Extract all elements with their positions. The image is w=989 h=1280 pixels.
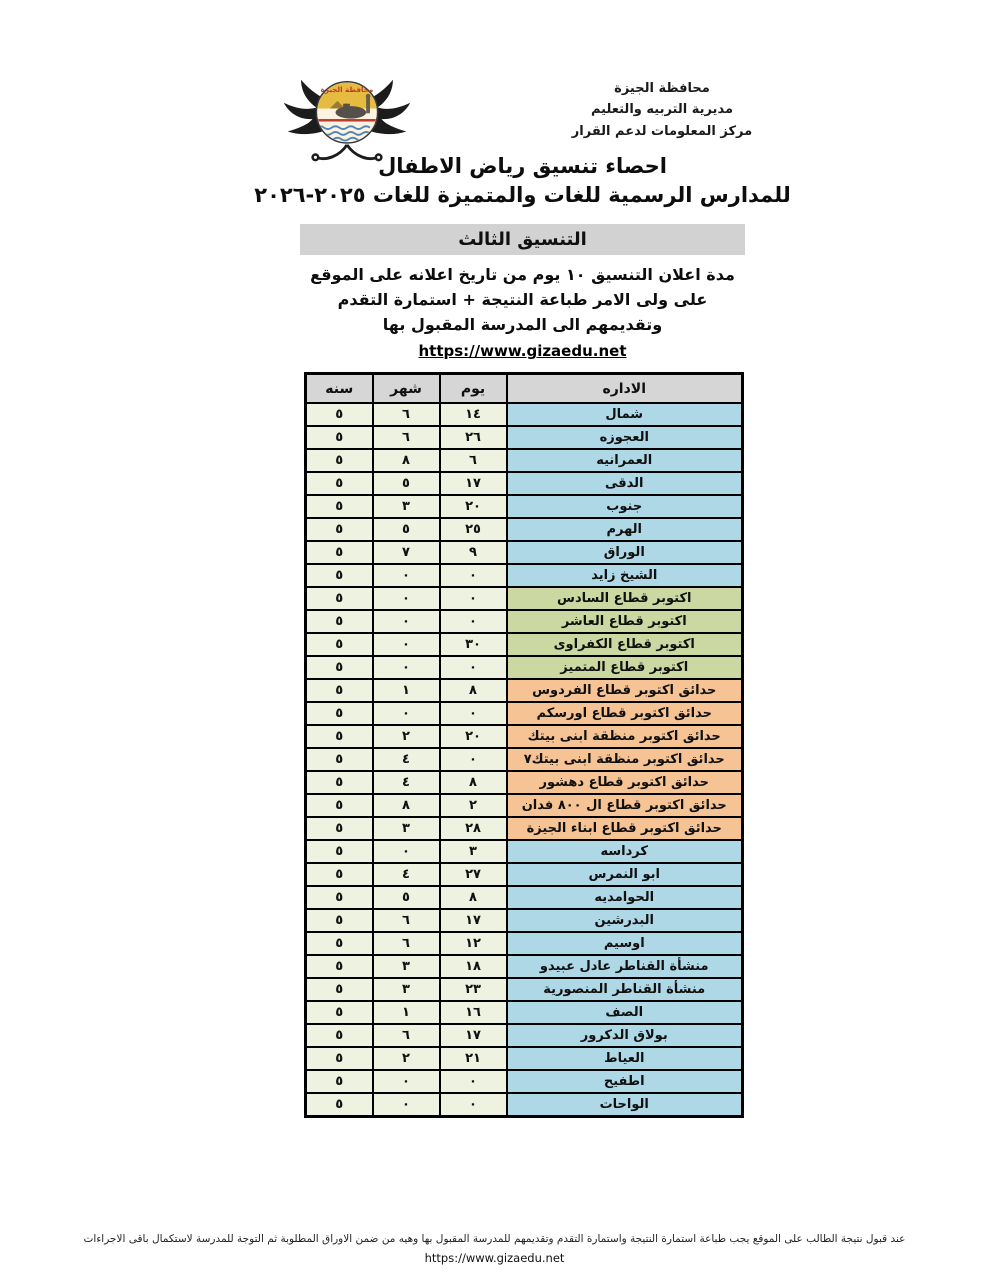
month-cell: ٢ <box>373 725 440 748</box>
day-cell: ٠ <box>440 587 507 610</box>
table-row <box>306 932 743 955</box>
table-row <box>306 564 743 587</box>
month-cell: ٤ <box>373 863 440 886</box>
admin-name-cell: البدرشين <box>507 909 743 932</box>
month-cell: ٠ <box>373 633 440 656</box>
admin-name-cell: اوسيم <box>507 932 743 955</box>
admin-name-cell: العمرانيه <box>507 449 743 472</box>
admin-name-cell: الحوامديه <box>507 886 743 909</box>
day-cell: ٢٠ <box>440 725 507 748</box>
admin-name-cell: حدائق اكتوبر منظقة ابنى بيتك٧ <box>507 748 743 771</box>
day-cell: ٠ <box>440 1093 507 1117</box>
month-cell: ٦ <box>373 932 440 955</box>
year-cell: ٥ <box>306 633 373 656</box>
instructions-block <box>250 263 795 364</box>
year-cell: ٥ <box>306 1047 373 1070</box>
admin-name-cell: حدائق اكتوبر قطاع دهشور <box>507 771 743 794</box>
month-cell: ٣ <box>373 955 440 978</box>
admin-name-cell: جنوب <box>507 495 743 518</box>
day-cell: ٠ <box>440 702 507 725</box>
table-row <box>306 840 743 863</box>
org-line-governorate: محافظة الجيزة <box>614 81 710 96</box>
admin-name-cell: العجوزه <box>507 426 743 449</box>
table-header-row <box>306 374 743 404</box>
day-cell: ١٢ <box>440 932 507 955</box>
month-cell: ٠ <box>373 587 440 610</box>
page-title-line1: احصاء تنسيق رياض الاطفال <box>378 154 667 178</box>
col-header-month: شهر <box>373 374 440 404</box>
day-cell: ١٦ <box>440 1001 507 1024</box>
admin-name-cell: اكتوبر قطاع السادس <box>507 587 743 610</box>
admin-name-cell: الدقى <box>507 472 743 495</box>
org-header <box>553 78 771 142</box>
month-cell: ٣ <box>373 817 440 840</box>
admin-name-cell: اكتوبر قطاع المتميز <box>507 656 743 679</box>
year-cell: ٥ <box>306 403 373 426</box>
year-cell: ٥ <box>306 932 373 955</box>
page-title <box>230 152 815 210</box>
admin-name-cell: منشأة القناطر عادل عبيدو <box>507 955 743 978</box>
day-cell: ١٧ <box>440 909 507 932</box>
table-row <box>306 1070 743 1093</box>
year-cell: ٥ <box>306 495 373 518</box>
day-cell: ٢١ <box>440 1047 507 1070</box>
month-cell: ٠ <box>373 656 440 679</box>
month-cell: ٦ <box>373 1024 440 1047</box>
year-cell: ٥ <box>306 886 373 909</box>
month-cell: ٠ <box>373 1070 440 1093</box>
instruction-line1: مدة اعلان التنسيق ١٠ يوم من تاريخ اعلانه على الموقع <box>310 265 735 284</box>
admin-name-cell: الشيخ زايد <box>507 564 743 587</box>
day-cell: ٢٥ <box>440 518 507 541</box>
year-cell: ٥ <box>306 587 373 610</box>
year-cell: ٥ <box>306 702 373 725</box>
admin-name-cell: حدائق اكتوبر قطاع اورسكم <box>507 702 743 725</box>
month-cell: ٠ <box>373 610 440 633</box>
year-cell: ٥ <box>306 449 373 472</box>
page-title-line2: للمدارس الرسمية للغات والمتميزة للغات ٢٠٢٥-٢٠٢٦ <box>254 182 791 207</box>
table-row <box>306 863 743 886</box>
org-line-directorate: مديرية التربيه والتعليم <box>590 102 734 118</box>
day-cell: ٢ <box>440 794 507 817</box>
admin-name-cell: الوراق <box>507 541 743 564</box>
month-cell: ٠ <box>373 1093 440 1117</box>
month-cell: ٧ <box>373 541 440 564</box>
day-cell: ٠ <box>440 656 507 679</box>
year-cell: ٥ <box>306 1024 373 1047</box>
month-cell: ٠ <box>373 564 440 587</box>
table-row <box>306 794 743 817</box>
admin-name-cell: حدائق اكتوبر منظقة ابنى بيتك <box>507 725 743 748</box>
table-row <box>306 817 743 840</box>
month-cell: ١ <box>373 1001 440 1024</box>
admin-name-cell: شمال <box>507 403 743 426</box>
month-cell: ٠ <box>373 840 440 863</box>
month-cell: ٨ <box>373 794 440 817</box>
footer-gizaedu-link[interactable]: https://www.gizaedu.net <box>424 1250 565 1265</box>
table-row <box>306 679 743 702</box>
admin-name-cell: حدائق اكتوبر قطاع ابناء الجيزة <box>507 817 743 840</box>
year-cell: ٥ <box>306 817 373 840</box>
month-cell: ٨ <box>373 449 440 472</box>
day-cell: ٦ <box>440 449 507 472</box>
admin-name-cell: العياط <box>507 1047 743 1070</box>
year-cell: ٥ <box>306 794 373 817</box>
day-cell: ٢٧ <box>440 863 507 886</box>
day-cell: ٢٦ <box>440 426 507 449</box>
day-cell: ٩ <box>440 541 507 564</box>
coordination-round-banner <box>300 224 745 255</box>
year-cell: ٥ <box>306 1001 373 1024</box>
table-row <box>306 909 743 932</box>
footer <box>0 1231 989 1268</box>
admin-name-cell: اكتوبر قطاع العاشر <box>507 610 743 633</box>
day-cell: ٠ <box>440 748 507 771</box>
day-cell: ٨ <box>440 886 507 909</box>
day-cell: ٢٣ <box>440 978 507 1001</box>
day-cell: ٠ <box>440 1070 507 1093</box>
banner-label: التنسيق الثالث <box>458 229 587 250</box>
month-cell: ٥ <box>373 886 440 909</box>
day-cell: ١٤ <box>440 403 507 426</box>
table-row <box>306 633 743 656</box>
admin-name-cell: الصف <box>507 1001 743 1024</box>
admin-name-cell: اكتوبر قطاع الكفراوى <box>507 633 743 656</box>
month-cell: ٣ <box>373 495 440 518</box>
table-row <box>306 725 743 748</box>
month-cell: ٤ <box>373 748 440 771</box>
month-cell: ٢ <box>373 1047 440 1070</box>
day-cell: ٣ <box>440 840 507 863</box>
admin-name-cell: كرداسه <box>507 840 743 863</box>
coordination-table <box>304 372 744 1118</box>
day-cell: ٢٠ <box>440 495 507 518</box>
year-cell: ٥ <box>306 610 373 633</box>
year-cell: ٥ <box>306 955 373 978</box>
day-cell: ٨ <box>440 771 507 794</box>
table-row <box>306 587 743 610</box>
gizaedu-link[interactable]: https://www.gizaedu.net <box>418 342 627 361</box>
admin-name-cell: الهرم <box>507 518 743 541</box>
admin-name-cell: منشأة القناطر المنصورية <box>507 978 743 1001</box>
table-row <box>306 518 743 541</box>
table-row <box>306 748 743 771</box>
day-cell: ٨ <box>440 679 507 702</box>
table-row <box>306 426 743 449</box>
year-cell: ٥ <box>306 564 373 587</box>
year-cell: ٥ <box>306 518 373 541</box>
table-row <box>306 449 743 472</box>
year-cell: ٥ <box>306 541 373 564</box>
admin-name-cell: ابو النمرس <box>507 863 743 886</box>
table-row <box>306 1024 743 1047</box>
org-line-info-center: مركز المعلومات لدعم القرار <box>571 123 753 139</box>
year-cell: ٥ <box>306 978 373 1001</box>
table-row <box>306 495 743 518</box>
day-cell: ٢٨ <box>440 817 507 840</box>
day-cell: ٠ <box>440 564 507 587</box>
admin-table-body <box>306 403 743 1117</box>
table-row <box>306 771 743 794</box>
month-cell: ٥ <box>373 472 440 495</box>
table-row <box>306 978 743 1001</box>
table-row <box>306 1001 743 1024</box>
year-cell: ٥ <box>306 840 373 863</box>
admin-name-cell: حدائق اكتوبر قطاع ال ٨٠٠ فدان <box>507 794 743 817</box>
table-row <box>306 1047 743 1070</box>
year-cell: ٥ <box>306 725 373 748</box>
day-cell: ١٨ <box>440 955 507 978</box>
month-cell: ٣ <box>373 978 440 1001</box>
month-cell: ٦ <box>373 909 440 932</box>
table-row <box>306 610 743 633</box>
year-cell: ٥ <box>306 863 373 886</box>
table-row <box>306 472 743 495</box>
year-cell: ٥ <box>306 1070 373 1093</box>
col-header-administration: الاداره <box>507 374 743 404</box>
table-row <box>306 1093 743 1117</box>
month-cell: ٤ <box>373 771 440 794</box>
admin-name-cell: الواحات <box>507 1093 743 1117</box>
year-cell: ٥ <box>306 656 373 679</box>
day-cell: ١٧ <box>440 1024 507 1047</box>
table-row <box>306 403 743 426</box>
day-cell: ٠ <box>440 610 507 633</box>
year-cell: ٥ <box>306 679 373 702</box>
year-cell: ٥ <box>306 771 373 794</box>
admin-name-cell: بولاق الدكرور <box>507 1024 743 1047</box>
day-cell: ٣٠ <box>440 633 507 656</box>
year-cell: ٥ <box>306 426 373 449</box>
table-row <box>306 886 743 909</box>
month-cell: ٦ <box>373 426 440 449</box>
table-row <box>306 955 743 978</box>
admin-name-cell: حدائق اكتوبر قطاع الفردوس <box>507 679 743 702</box>
month-cell: ١ <box>373 679 440 702</box>
table-row <box>306 656 743 679</box>
year-cell: ٥ <box>306 1093 373 1117</box>
month-cell: ٦ <box>373 403 440 426</box>
instruction-line3: وتقديمهم الى المدرسة المقبول بها <box>382 314 663 334</box>
col-header-day: يوم <box>440 374 507 404</box>
year-cell: ٥ <box>306 748 373 771</box>
month-cell: ٠ <box>373 702 440 725</box>
emblem-caption: محافظة الجيزة <box>320 85 374 95</box>
year-cell: ٥ <box>306 472 373 495</box>
table-row <box>306 702 743 725</box>
footer-note: عند قبول نتيجة الطالب على الموقع يجب طباعة استمارة النتيجة واستمارة التقدم وتقديمهم للمدرسة المقبول بها وهيه من ضمن الاوراق المطلوبة ثم التوجة للمدرسة لاستكمال باقى الاجراءات <box>83 1233 906 1245</box>
day-cell: ١٧ <box>440 472 507 495</box>
month-cell: ٥ <box>373 518 440 541</box>
col-header-year: سنه <box>306 374 373 404</box>
instruction-line2: على ولى الامر طباعة النتيجة + استمارة التقدم <box>337 289 708 309</box>
admin-name-cell: اطفيح <box>507 1070 743 1093</box>
table-row <box>306 541 743 564</box>
year-cell: ٥ <box>306 909 373 932</box>
